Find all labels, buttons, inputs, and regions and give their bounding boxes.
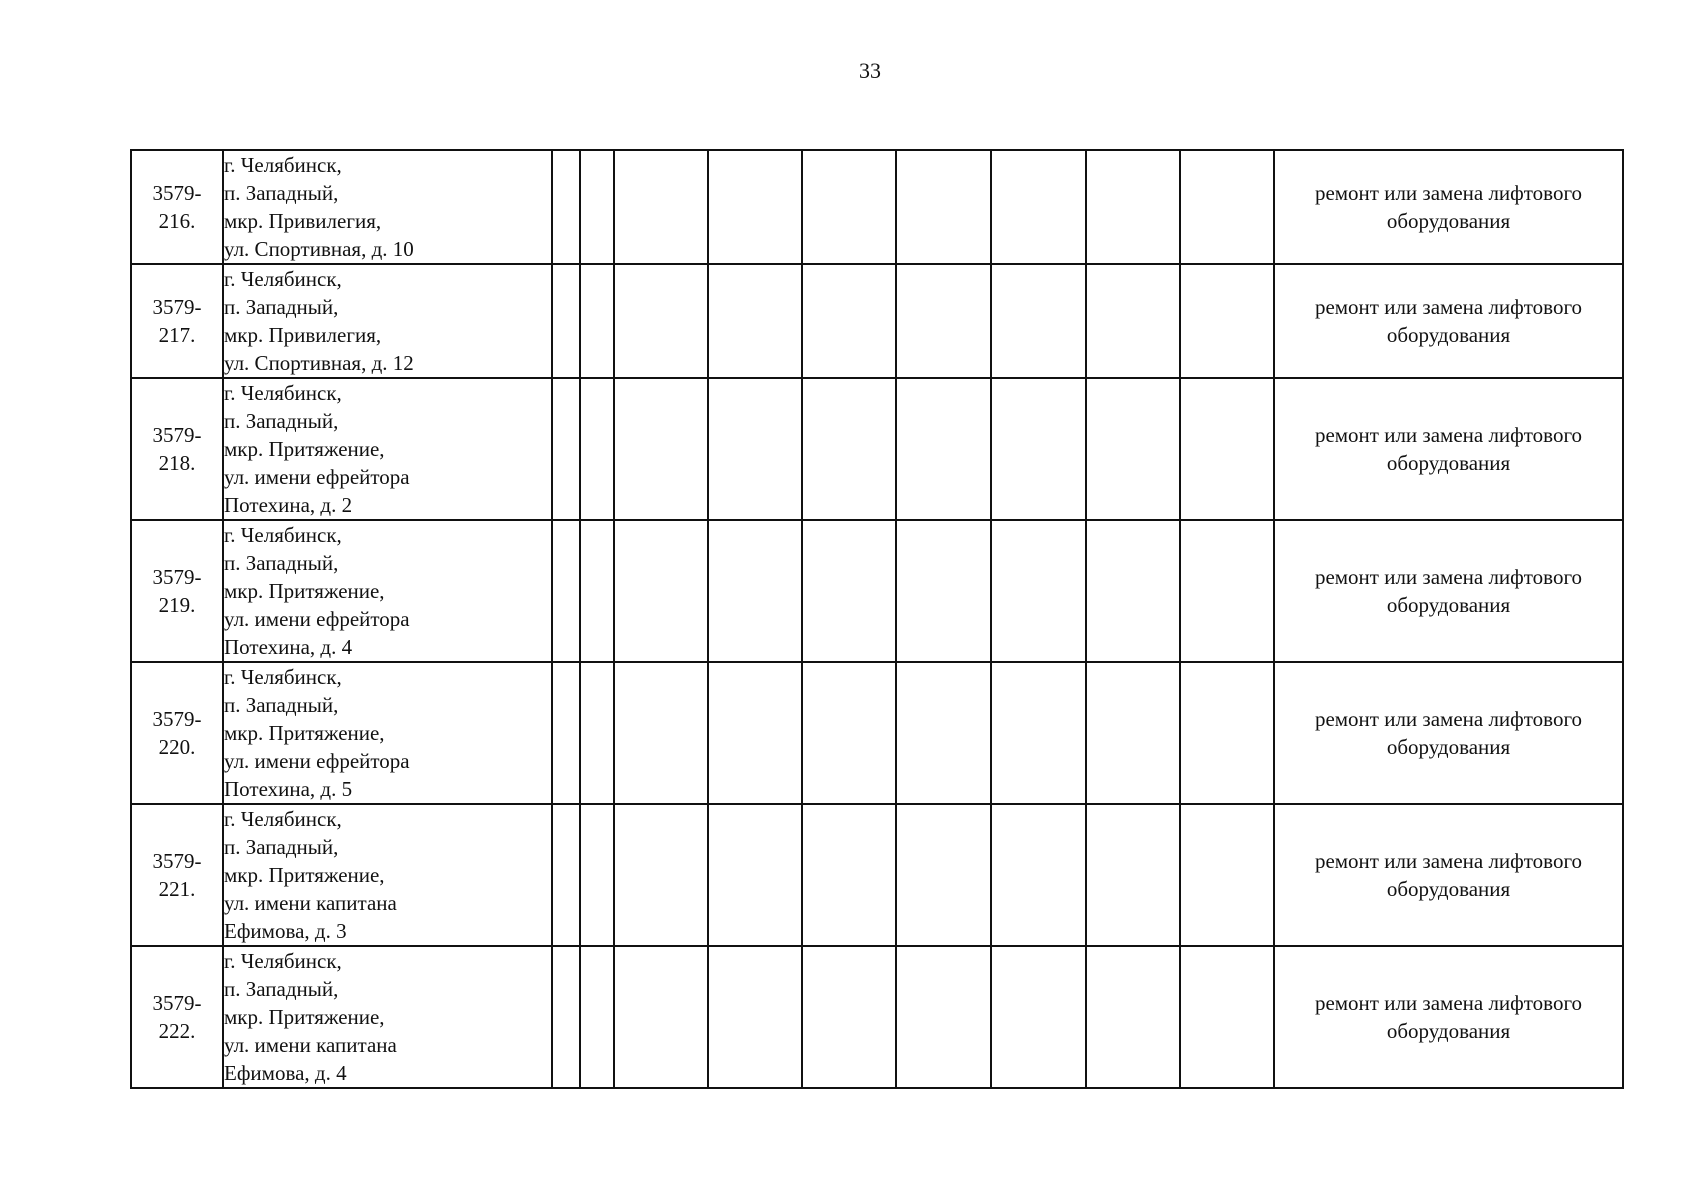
- empty-cell: [708, 662, 802, 804]
- empty-cell: [708, 946, 802, 1088]
- page-number: 33: [859, 58, 881, 83]
- address-line: мкр. Притяжение,: [224, 1005, 385, 1029]
- empty-cell: [552, 946, 580, 1088]
- address-line: г. Челябинск,: [224, 153, 342, 177]
- work-type-cell: ремонт или замена лифтового оборудования: [1274, 150, 1623, 264]
- empty-cell: [991, 150, 1086, 264]
- empty-cell: [896, 378, 991, 520]
- table-row: [131, 946, 1623, 1088]
- row-number-line: 217.: [158, 323, 196, 347]
- address-line: п. Западный,: [224, 835, 339, 859]
- empty-cell: [1180, 264, 1274, 378]
- row-number-line: 3579-: [152, 849, 202, 873]
- empty-cell: [1086, 378, 1180, 520]
- empty-cell: [580, 520, 614, 662]
- empty-cell: [614, 378, 708, 520]
- address-line: мкр. Притяжение,: [224, 437, 385, 461]
- row-number: [131, 150, 223, 264]
- address-line: ул. имени ефрейтора: [224, 465, 410, 489]
- row-number-line: 3579-: [152, 991, 202, 1015]
- address-line: мкр. Притяжение,: [224, 579, 385, 603]
- empty-cell: [896, 150, 991, 264]
- address-line: Потехина, д. 2: [224, 493, 353, 517]
- address-line: п. Западный,: [224, 551, 339, 575]
- empty-cell: [802, 150, 896, 264]
- address-line: мкр. Притяжение,: [224, 721, 385, 745]
- address-line: мкр. Притяжение,: [224, 863, 385, 887]
- empty-cell: [802, 520, 896, 662]
- empty-cell: [802, 662, 896, 804]
- address-line: г. Челябинск,: [224, 807, 342, 831]
- row-number-line: 216.: [158, 209, 196, 233]
- empty-cell: [991, 264, 1086, 378]
- empty-cell: [1180, 150, 1274, 264]
- address-cell: [223, 946, 552, 1088]
- row-number-line: 3579-: [152, 295, 202, 319]
- row-number: [131, 946, 223, 1088]
- address-line: п. Западный,: [224, 409, 339, 433]
- work-type-cell: ремонт или замена лифтового оборудования: [1274, 378, 1623, 520]
- empty-cell: [1180, 946, 1274, 1088]
- address-line: г. Челябинск,: [224, 267, 342, 291]
- empty-cell: [552, 662, 580, 804]
- empty-cell: [580, 804, 614, 946]
- registry-table: [130, 149, 1624, 1089]
- empty-cell: [580, 264, 614, 378]
- address-cell: [223, 520, 552, 662]
- row-number-line: 220.: [158, 735, 196, 759]
- row-number-line: 3579-: [152, 707, 202, 731]
- empty-cell: [552, 520, 580, 662]
- row-number: [131, 378, 223, 520]
- empty-cell: [1086, 804, 1180, 946]
- empty-cell: [552, 804, 580, 946]
- empty-cell: [991, 378, 1086, 520]
- address-line: ул. Спортивная, д. 12: [224, 351, 414, 375]
- empty-cell: [580, 150, 614, 264]
- address-line: ул. имени капитана: [224, 1033, 397, 1057]
- work-type-cell: ремонт или замена лифтового оборудования: [1274, 804, 1623, 946]
- empty-cell: [1180, 662, 1274, 804]
- address-line: ул. имени ефрейтора: [224, 749, 410, 773]
- address-line: г. Челябинск,: [224, 949, 342, 973]
- table-row: [131, 804, 1623, 946]
- address-line: Потехина, д. 5: [224, 777, 353, 801]
- empty-cell: [708, 520, 802, 662]
- table-row: [131, 378, 1623, 520]
- table-row: [131, 662, 1623, 804]
- empty-cell: [614, 264, 708, 378]
- address-line: ул. имени ефрейтора: [224, 607, 410, 631]
- table-row: [131, 264, 1623, 378]
- empty-cell: [991, 662, 1086, 804]
- table-row: [131, 520, 1623, 662]
- empty-cell: [896, 264, 991, 378]
- empty-cell: [614, 946, 708, 1088]
- empty-cell: [1180, 520, 1274, 662]
- empty-cell: [580, 662, 614, 804]
- empty-cell: [614, 804, 708, 946]
- empty-cell: [614, 150, 708, 264]
- address-line: п. Западный,: [224, 693, 339, 717]
- row-number-line: 222.: [158, 1019, 196, 1043]
- empty-cell: [552, 378, 580, 520]
- address-cell: [223, 662, 552, 804]
- address-line: г. Челябинск,: [224, 665, 342, 689]
- row-number: [131, 520, 223, 662]
- address-line: Ефимова, д. 4: [224, 1061, 347, 1085]
- empty-cell: [991, 804, 1086, 946]
- row-number: [131, 662, 223, 804]
- address-line: п. Западный,: [224, 295, 339, 319]
- empty-cell: [614, 662, 708, 804]
- empty-cell: [708, 378, 802, 520]
- work-type-cell: ремонт или замена лифтового оборудования: [1274, 264, 1623, 378]
- row-number-line: 3579-: [152, 565, 202, 589]
- empty-cell: [896, 662, 991, 804]
- work-type-cell: ремонт или замена лифтового оборудования: [1274, 946, 1623, 1088]
- row-number-line: 218.: [158, 451, 196, 475]
- address-cell: [223, 150, 552, 264]
- empty-cell: [552, 264, 580, 378]
- empty-cell: [1180, 804, 1274, 946]
- address-line: Ефимова, д. 3: [224, 919, 347, 943]
- empty-cell: [1086, 520, 1180, 662]
- address-cell: [223, 264, 552, 378]
- row-number: [131, 804, 223, 946]
- address-line: ул. Спортивная, д. 10: [224, 237, 414, 261]
- empty-cell: [580, 378, 614, 520]
- address-line: мкр. Привилегия,: [224, 323, 382, 347]
- empty-cell: [1086, 662, 1180, 804]
- empty-cell: [580, 946, 614, 1088]
- address-cell: [223, 378, 552, 520]
- empty-cell: [552, 150, 580, 264]
- empty-cell: [1086, 946, 1180, 1088]
- empty-cell: [1086, 150, 1180, 264]
- empty-cell: [708, 150, 802, 264]
- row-number-line: 3579-: [152, 423, 202, 447]
- work-type-cell: ремонт или замена лифтового оборудования: [1274, 662, 1623, 804]
- row-number: [131, 264, 223, 378]
- empty-cell: [708, 804, 802, 946]
- address-line: мкр. Привилегия,: [224, 209, 382, 233]
- empty-cell: [802, 804, 896, 946]
- empty-cell: [614, 520, 708, 662]
- address-line: Потехина, д. 4: [224, 635, 353, 659]
- empty-cell: [708, 264, 802, 378]
- work-type-cell: ремонт или замена лифтового оборудования: [1274, 520, 1623, 662]
- empty-cell: [1180, 378, 1274, 520]
- row-number-line: 221.: [158, 877, 196, 901]
- empty-cell: [802, 378, 896, 520]
- address-line: г. Челябинск,: [224, 523, 342, 547]
- empty-cell: [991, 520, 1086, 662]
- address-line: г. Челябинск,: [224, 381, 342, 405]
- empty-cell: [802, 946, 896, 1088]
- address-cell: [223, 804, 552, 946]
- address-line: п. Западный,: [224, 977, 339, 1001]
- row-number-line: 3579-: [152, 181, 202, 205]
- empty-cell: [991, 946, 1086, 1088]
- empty-cell: [896, 520, 991, 662]
- row-number-line: 219.: [158, 593, 196, 617]
- address-line: п. Западный,: [224, 181, 339, 205]
- address-line: ул. имени капитана: [224, 891, 397, 915]
- empty-cell: [896, 946, 991, 1088]
- empty-cell: [896, 804, 991, 946]
- empty-cell: [802, 264, 896, 378]
- table-row: [131, 150, 1623, 264]
- empty-cell: [1086, 264, 1180, 378]
